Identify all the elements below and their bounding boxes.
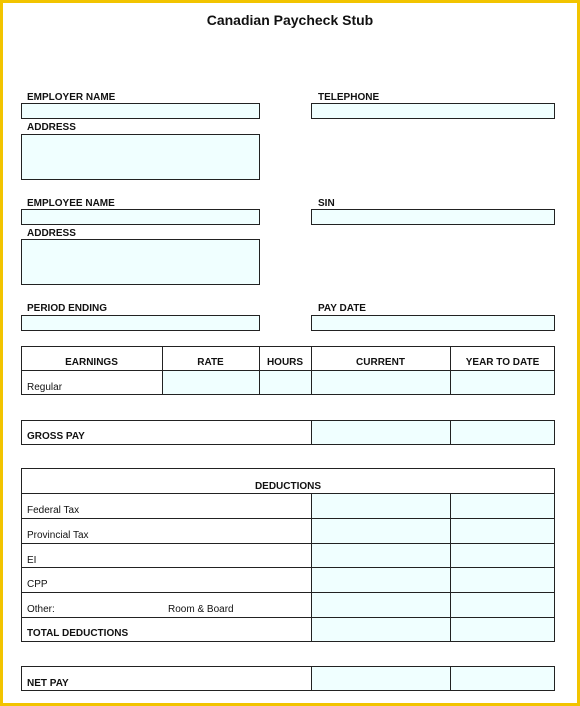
net-pay-ytd-field[interactable] [450, 666, 555, 691]
gross-pay-ytd-field[interactable] [450, 420, 555, 445]
telephone-label: TELEPHONE [318, 92, 380, 103]
net-pay-current-field[interactable] [311, 666, 451, 691]
regular-current-field[interactable] [312, 371, 450, 394]
regular-ytd-field[interactable] [451, 371, 554, 394]
sin-label: SIN [318, 198, 335, 209]
net-pay-label: NET PAY [27, 678, 69, 689]
employee-name-label: EMPLOYEE NAME [27, 198, 115, 209]
employee-address-field[interactable] [21, 239, 260, 285]
current-header: CURRENT [356, 357, 405, 368]
employee-name-field[interactable] [21, 209, 260, 225]
deductions-row-divider [21, 567, 555, 568]
deductions-row-divider [21, 617, 555, 618]
regular-row-label: Regular [27, 382, 63, 393]
employer-name-label: EMPLOYER NAME [27, 92, 116, 103]
page-title: Canadian Paycheck Stub [206, 12, 374, 28]
earnings-header: EARNINGS [65, 357, 118, 368]
telephone-field[interactable] [311, 103, 555, 119]
sin-field[interactable] [311, 209, 555, 225]
employer-name-field[interactable] [21, 103, 260, 119]
rate-header: RATE [197, 357, 224, 368]
total-deductions-label: TOTAL DEDUCTIONS [27, 628, 129, 639]
regular-hours-field[interactable] [260, 371, 311, 394]
pay-date-label: PAY DATE [318, 303, 366, 314]
employee-address-label: ADDRESS [27, 228, 76, 239]
ei-label: EI [27, 555, 37, 566]
other-label: Other: [27, 604, 55, 615]
deductions-header: DEDUCTIONS [254, 481, 322, 492]
provincial-tax-label: Provincial Tax [27, 530, 89, 541]
gross-pay-current-field[interactable] [311, 420, 451, 445]
cpp-label: CPP [27, 579, 48, 590]
gross-pay-label: GROSS PAY [27, 431, 85, 442]
regular-rate-field[interactable] [163, 371, 259, 394]
pay-date-field[interactable] [311, 315, 555, 331]
hours-header: HOURS [266, 357, 304, 368]
other-note: Room & Board [168, 604, 234, 615]
deductions-row-divider [21, 518, 555, 519]
deductions-row-divider [21, 543, 555, 544]
employer-address-label: ADDRESS [27, 122, 76, 133]
deductions-row-divider [21, 592, 555, 593]
employer-address-field[interactable] [21, 134, 260, 180]
federal-tax-label: Federal Tax [27, 505, 80, 516]
period-ending-label: PERIOD ENDING [27, 303, 108, 314]
period-ending-field[interactable] [21, 315, 260, 331]
year-to-date-header: YEAR TO DATE [465, 357, 540, 368]
